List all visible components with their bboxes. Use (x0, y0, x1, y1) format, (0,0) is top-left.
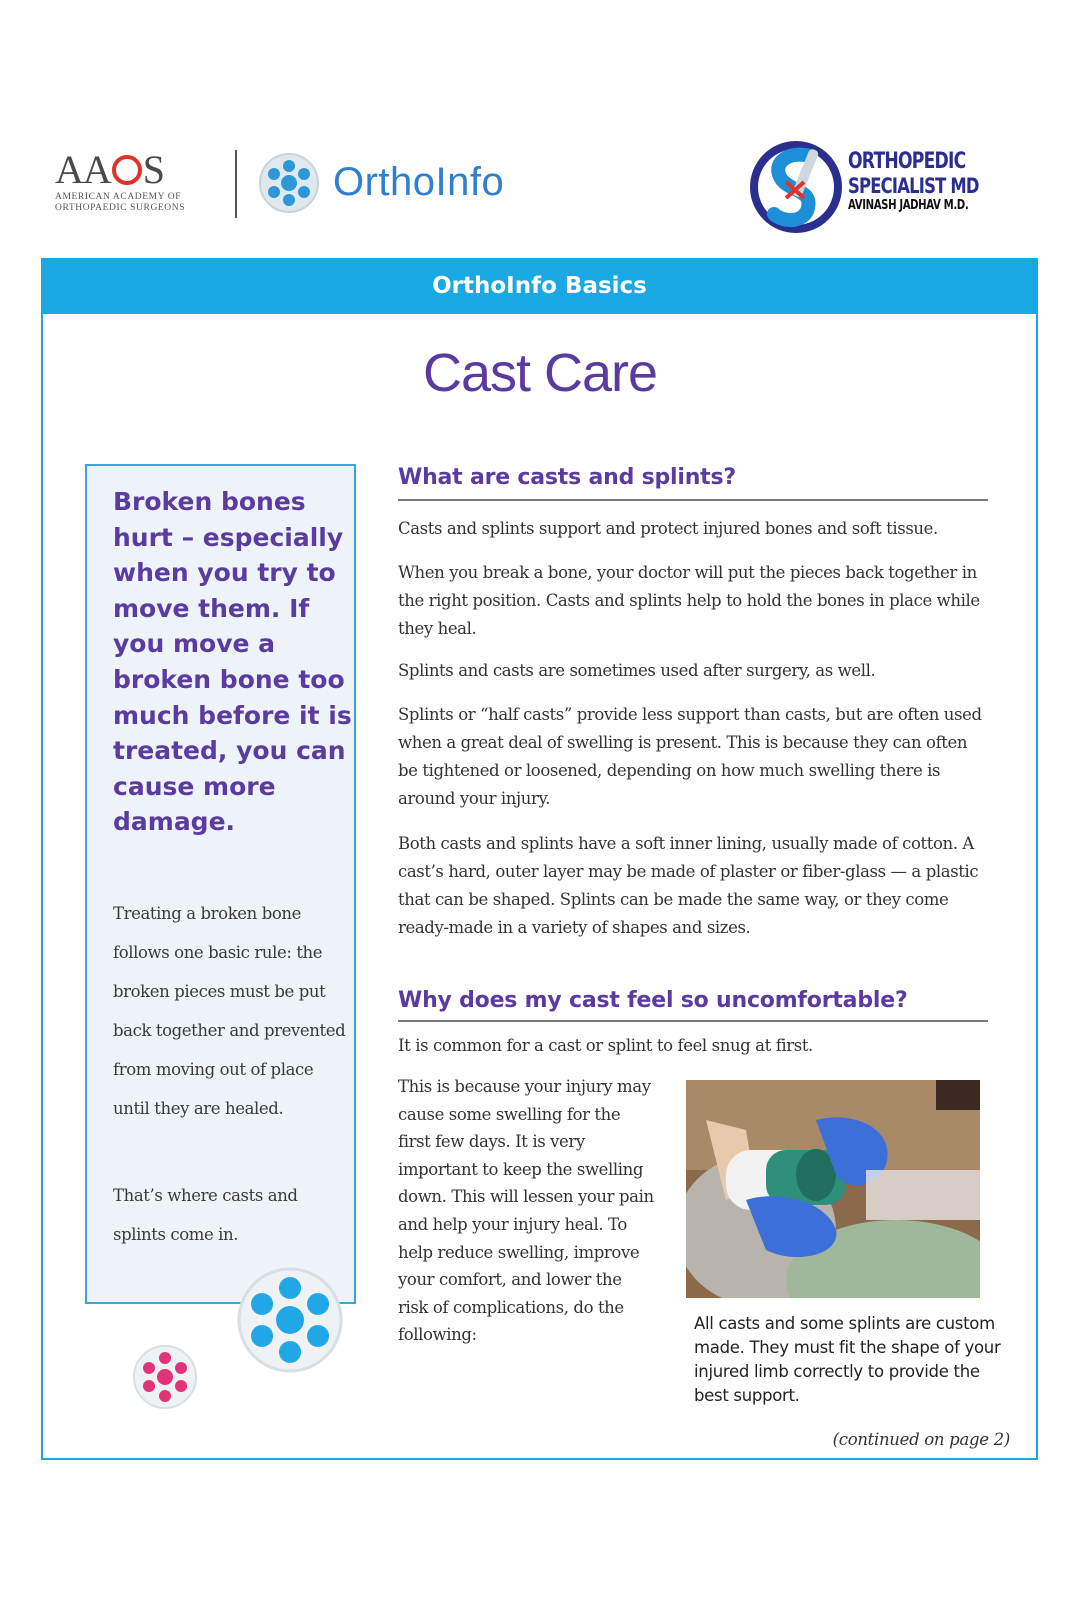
aaos-subtitle (55, 192, 205, 214)
photo-caption: All casts and some splints are custom made. They must fit the shape of your injured limb correctly to provide the best support. (694, 1314, 1001, 1405)
heading-rule (398, 499, 988, 501)
aaos-letter: A (82, 147, 111, 192)
section-banner: OrthoInfo Basics (41, 258, 1038, 314)
orthopedic-specialist-emblem-icon (748, 134, 844, 240)
aaos-letter: A (55, 147, 83, 192)
body-paragraph: This is because your injury may cause some swelling for the first few days. It is very important to keep the swelling down. This will lessen your pain and help your injury heal. To help reduce swelling, improve your comfort, and lower the risk of complications, do the following: (398, 1077, 654, 1345)
heading-rule (398, 1020, 988, 1022)
sidebar-paragraph: That’s where casts and splints come in. (113, 1186, 298, 1244)
blue-ball-icon (236, 1266, 344, 1374)
orthopedic-specialist-logo-text (848, 150, 1016, 214)
aaos-logo (55, 147, 205, 214)
aaos-subtitle-line: AMERICAN ACADEMY OF (55, 192, 182, 202)
cast-application-photo (686, 1080, 980, 1298)
aaos-red-o-icon (112, 155, 142, 185)
section-heading: Why does my cast feel so uncomfortable? (398, 988, 908, 1013)
body-paragraph: When you break a bone, your doctor will put the pieces back together in the right position. Casts and splints help to hold the bones in place while they heal. (398, 563, 980, 638)
body-paragraph: It is common for a cast or splint to feel snug at first. (398, 1036, 813, 1055)
page-title: Cast Care (422, 343, 658, 403)
body-paragraph: Splints and casts are sometimes used after surgery, as well. (398, 661, 876, 680)
header-divider (235, 150, 237, 218)
aaos-wordmark (55, 147, 205, 192)
sidebar-paragraph: Treating a broken bone follows one basic rule: the broken pieces must be put back together and prevented from moving out of place until they are healed. (113, 904, 346, 1118)
specialist-logo-line: SPECIALIST MD (848, 174, 979, 198)
aaos-subtitle-line: ORTHOPAEDIC SURGEONS (55, 203, 186, 213)
orthoinfo-logo-text: OrthoInfo (333, 160, 505, 204)
specialist-logo-line: ORTHOPEDIC (848, 149, 966, 174)
pink-ball-icon (132, 1344, 198, 1410)
orthoinfo-ball-icon (258, 152, 320, 214)
body-paragraph: Both casts and splints have a soft inner lining, usually made of cotton. A cast’s hard, outer layer may be made of plaster or fiber-glass — a plastic that can be shaped. Splints can be made the same way, or they come ready-made in a variety of shapes and sizes. (398, 834, 979, 937)
pull-quote: Broken bones hurt – especially when you try to move them. If you move a broken bone too much before it is treated, you can cause more damage. (113, 487, 352, 837)
body-paragraph: Splints or “half casts” provide less support than casts, but are often used when a great deal of swelling is present. This is because they can often be tightened or loosened, depending on how much swelling there is around your injury. (398, 705, 982, 808)
section-heading: What are casts and splints? (398, 465, 736, 490)
sidebar-callout (85, 464, 356, 1304)
aaos-letter: S (142, 147, 165, 192)
continued-note: (continued on page 2) (832, 1430, 1010, 1449)
specialist-logo-doctor: AVINASH JADHAV M.D. (848, 198, 969, 213)
body-paragraph: Casts and splints support and protect injured bones and soft tissue. (398, 519, 938, 538)
